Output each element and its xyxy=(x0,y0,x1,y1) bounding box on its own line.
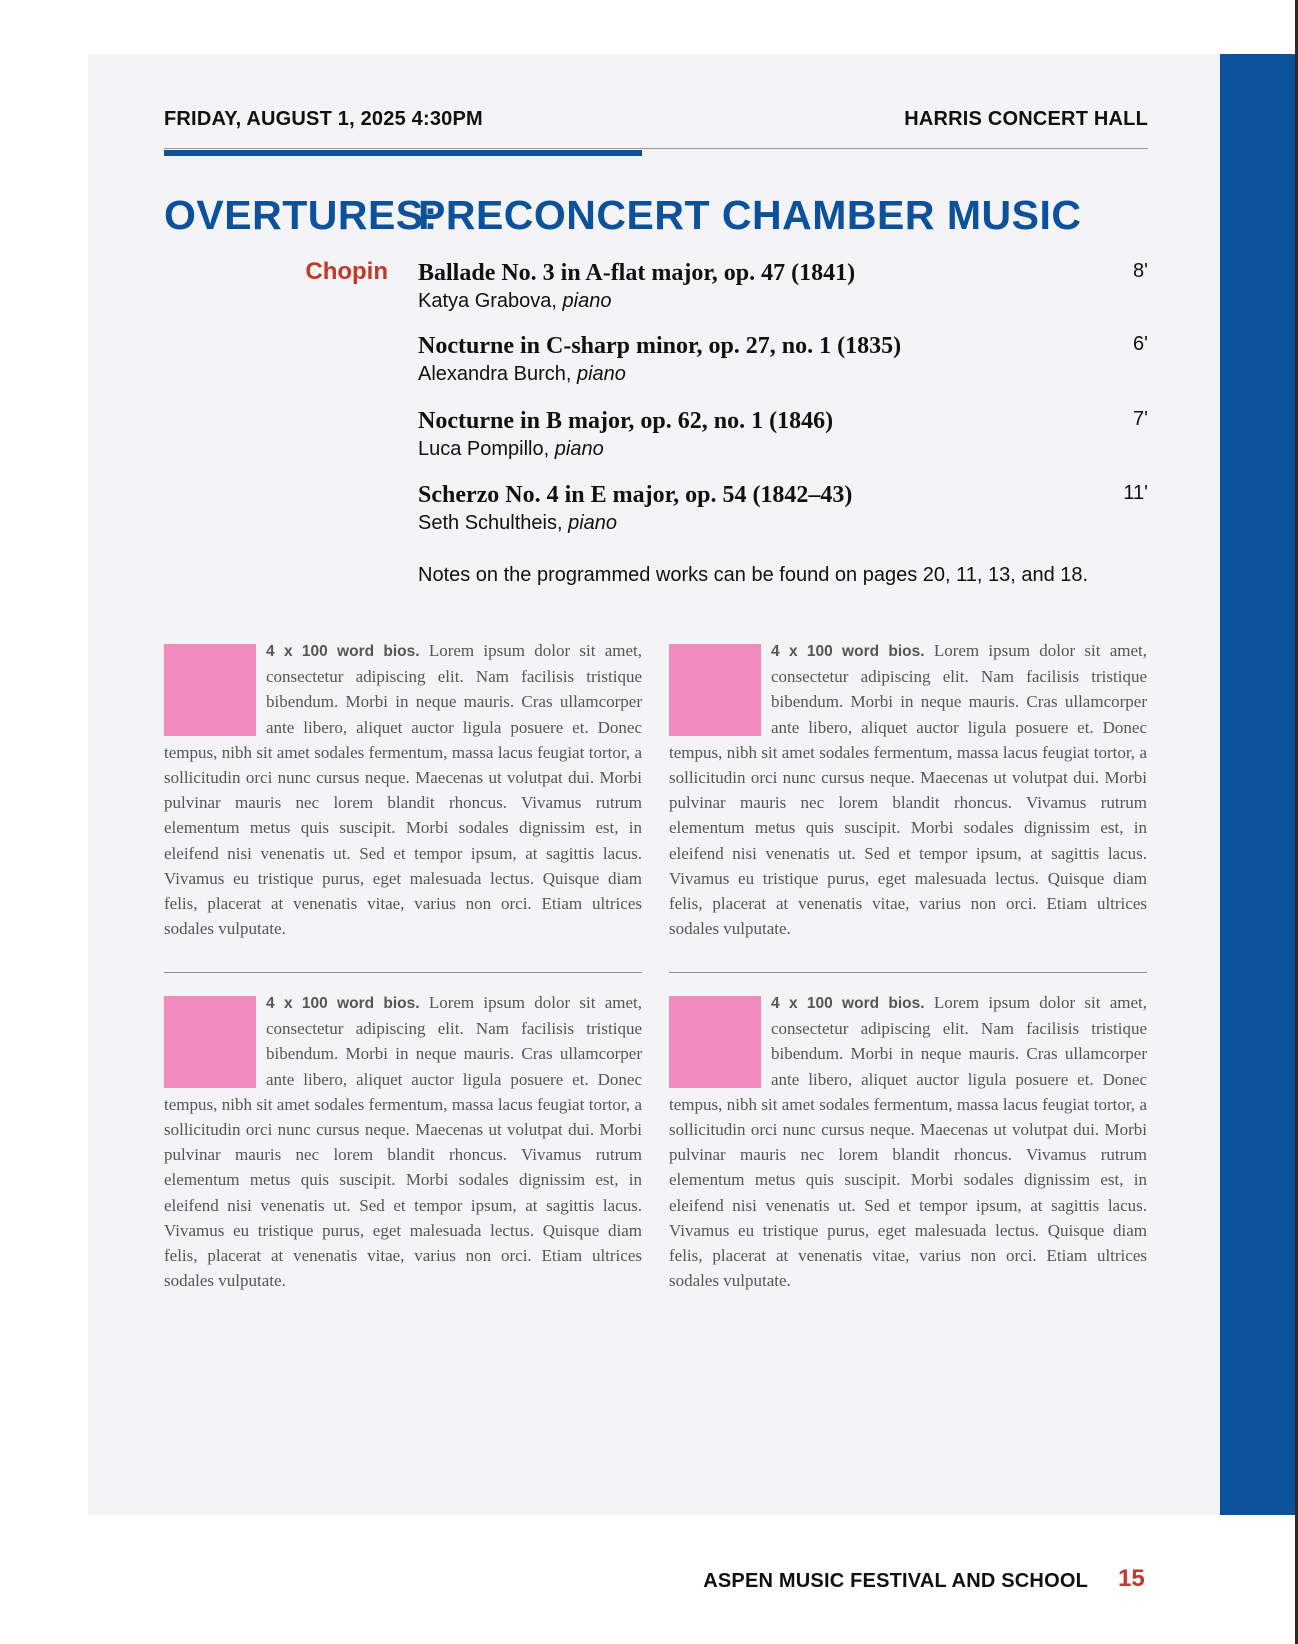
work-title: Nocturne in C-sharp minor, op. 27, no. 1 (1835) xyxy=(418,333,902,359)
work-performer xyxy=(418,361,1148,387)
event-header xyxy=(164,108,1148,136)
bio-text: Lorem ipsum dolor sit amet, consectetur adipiscing elit. Nam facilisis tristique bibendum. Morbi in neque mauris. Cras ullamcorper ante libero, aliquet auctor ligula posuere et. Donec tempus, nibh sit amet sodales fermentum, massa lacus feugiat tortor, a sollicitudin orci nunc cursus neque. Maecenas ut volutpat dui. Morbi pulvinar mauris nec lorem blandit rhoncus. Vivamus rutrum elementum metus quis suscipit. Morbi sodales dignissim est, in eleifend nisi venenatis ut. Sed et tempor ipsum, at sagittis lacus. Vivamus eu tristique purus, eget malesuada lectus. Quisque diam felis, placerat at venenatis vitae, varius non orci. Etiam ultrices sodales vulputate. xyxy=(164,993,642,1291)
bio-divider xyxy=(669,972,1147,973)
work-title: Nocturne in B major, op. 62, no. 1 (1846) xyxy=(418,408,834,434)
performer-instrument: piano xyxy=(554,438,604,460)
work-performer xyxy=(418,436,1148,462)
performer-bio xyxy=(164,990,642,1293)
bio-photo-placeholder xyxy=(164,996,256,1088)
performer-bio xyxy=(669,638,1147,941)
performer-instrument: piano xyxy=(576,363,626,385)
bio-lead: 4 x 100 word bios. xyxy=(266,643,420,660)
event-venue: HARRIS CONCERT HALL xyxy=(904,108,1148,130)
bio-text: Lorem ipsum dolor sit amet, consectetur adipiscing elit. Nam facilisis tristique bibendum. Morbi in neque mauris. Cras ullamcorper ante libero, aliquet auctor ligula posuere et. Donec tempus, nibh sit amet sodales fermentum, massa lacus feugiat tortor, a sollicitudin orci nunc cursus neque. Maecenas ut volutpat dui. Morbi pulvinar mauris nec lorem blandit rhoncus. Vivamus rutrum elementum metus quis suscipit. Morbi sodales dignissim est, in eleifend nisi venenatis ut. Sed et tempor ipsum, at sagittis lacus. Vivamus eu tristique purus, eget malesuada lectus. Quisque diam felis, placerat at venenatis vitae, varius non orci. Etiam ultrices sodales vulputate. xyxy=(669,641,1147,939)
work-duration: 7' xyxy=(1133,408,1148,430)
bio-text: Lorem ipsum dolor sit amet, consectetur adipiscing elit. Nam facilisis tristique bibendum. Morbi in neque mauris. Cras ullamcorper ante libero, aliquet auctor ligula posuere et. Donec tempus, nibh sit amet sodales fermentum, massa lacus feugiat tortor, a sollicitudin orci nunc cursus neque. Maecenas ut volutpat dui. Morbi pulvinar mauris nec lorem blandit rhoncus. Vivamus rutrum elementum metus quis suscipit. Morbi sodales dignissim est, in eleifend nisi venenatis ut. Sed et tempor ipsum, at sagittis lacus. Vivamus eu tristique purus, eget malesuada lectus. Quisque diam felis, placerat at venenatis vitae, varius non orci. Etiam ultrices sodales vulputate. xyxy=(164,641,642,939)
program-work xyxy=(418,480,1148,536)
bio-divider xyxy=(164,972,642,973)
performer-bio xyxy=(164,638,642,941)
work-title: Scherzo No. 4 in E major, op. 54 (1842–43) xyxy=(418,482,853,508)
work-title: Ballade No. 3 in A-flat major, op. 47 (1841) xyxy=(418,260,856,286)
program-notes-reference: Notes on the programmed works can be found on pages 20, 11, 13, and 18. xyxy=(418,564,1089,586)
work-duration: 8' xyxy=(1133,260,1148,282)
program-title: PRECONCERT CHAMBER MUSIC xyxy=(418,192,1082,238)
bio-text: Lorem ipsum dolor sit amet, consectetur adipiscing elit. Nam facilisis tristique bibendum. Morbi in neque mauris. Cras ullamcorper ante libero, aliquet auctor ligula posuere et. Donec tempus, nibh sit amet sodales fermentum, massa lacus feugiat tortor, a sollicitudin orci nunc cursus neque. Maecenas ut volutpat dui. Morbi pulvinar mauris nec lorem blandit rhoncus. Vivamus rutrum elementum metus quis suscipit. Morbi sodales dignissim est, in eleifend nisi venenatis ut. Sed et tempor ipsum, at sagittis lacus. Vivamus eu tristique purus, eget malesuada lectus. Quisque diam felis, placerat at venenatis vitae, varius non orci. Etiam ultrices sodales vulputate. xyxy=(669,993,1147,1291)
header-rule xyxy=(164,148,1148,149)
bio-lead: 4 x 100 word bios. xyxy=(771,643,925,660)
header-accent-rule xyxy=(164,150,642,156)
bio-lead: 4 x 100 word bios. xyxy=(771,995,925,1012)
work-performer xyxy=(418,288,1148,314)
performer-instrument: piano xyxy=(562,290,612,312)
program-work xyxy=(418,258,1148,314)
program-work xyxy=(418,331,1148,387)
program-work xyxy=(418,406,1148,462)
performer-instrument: piano xyxy=(568,512,618,534)
work-performer xyxy=(418,510,1148,536)
bio-photo-placeholder xyxy=(669,644,761,736)
work-duration: 6' xyxy=(1133,333,1148,355)
performer-name: Luca Pompillo, xyxy=(418,438,550,460)
performer-name: Katya Grabova, xyxy=(418,290,557,312)
footer-organization: ASPEN MUSIC FESTIVAL AND SCHOOL xyxy=(703,1570,1088,1592)
performer-name: Seth Schultheis, xyxy=(418,512,563,534)
performer-name: Alexandra Burch, xyxy=(418,363,572,385)
program-title-prefix: OVERTURES: xyxy=(164,192,438,238)
page-number: 15 xyxy=(1118,1565,1145,1592)
bio-lead: 4 x 100 word bios. xyxy=(266,995,420,1012)
bio-photo-placeholder xyxy=(669,996,761,1088)
event-date: FRIDAY, AUGUST 1, 2025 4:30PM xyxy=(164,108,483,130)
side-color-band xyxy=(1220,54,1298,1515)
performer-bio xyxy=(669,990,1147,1293)
work-duration: 11' xyxy=(1123,482,1148,504)
bio-photo-placeholder xyxy=(164,644,256,736)
composer-name: Chopin xyxy=(305,258,388,285)
